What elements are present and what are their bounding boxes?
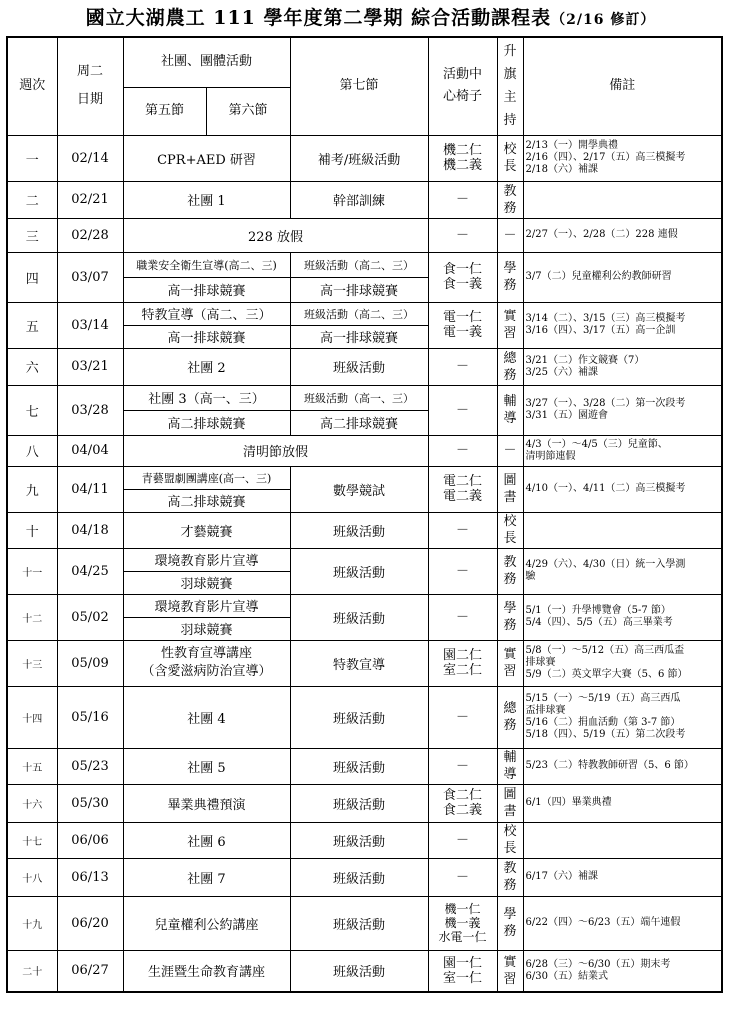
host-cell: 學 務 bbox=[497, 252, 523, 302]
chair-cell: 電二仁 電二義 bbox=[428, 466, 497, 512]
notes-cell bbox=[523, 135, 722, 181]
notes-cell bbox=[523, 784, 722, 822]
note-line: 驗 bbox=[525, 571, 536, 582]
week-cell: 十一 bbox=[7, 548, 57, 594]
week-cell: 七 bbox=[7, 385, 57, 435]
notes-cell bbox=[523, 466, 722, 512]
note-line: 6/17（六）補課 bbox=[525, 871, 598, 882]
note-line: 3/14（二）、3/15（三）高三模擬考 bbox=[525, 313, 686, 324]
note-line: 4/3（一）～4/5（三）兒童節、 bbox=[525, 438, 668, 450]
note-line: 5/4（四）、5/5（五）高三畢業考 bbox=[525, 617, 673, 628]
host-cell: 校 長 bbox=[497, 822, 523, 858]
chair-cell: － bbox=[428, 748, 497, 784]
header-p5: 第五節 bbox=[123, 87, 206, 135]
p56-cell: 社團 7 bbox=[123, 858, 290, 896]
chair-cell: － bbox=[428, 385, 497, 435]
host-cell: 教 務 bbox=[497, 181, 523, 218]
week-cell: 八 bbox=[7, 435, 57, 466]
p56-cell: 環境教育影片宣導 bbox=[123, 594, 290, 617]
date-cell: 02/28 bbox=[57, 218, 123, 252]
note-line: 6/28（三）～6/30（五）期末考 bbox=[525, 958, 671, 970]
p7-cell: 班級活動 bbox=[290, 748, 428, 784]
p7-cell: 班級活動 bbox=[290, 858, 428, 896]
table-row bbox=[7, 348, 722, 385]
chair-cell: 園一仁 室一仁 bbox=[428, 950, 497, 992]
date-cell: 04/11 bbox=[57, 466, 123, 512]
p7-cell: 高一排球競賽 bbox=[290, 277, 428, 302]
note-line: 3/16（四）、3/17（五）高一企訓 bbox=[525, 325, 676, 336]
week-cell: 二 bbox=[7, 181, 57, 218]
chair-cell: － bbox=[428, 548, 497, 594]
host-cell: 校 長 bbox=[497, 512, 523, 548]
date-cell: 05/23 bbox=[57, 748, 123, 784]
header-flag: 升 旗 主 持 bbox=[497, 37, 523, 135]
notes-cell bbox=[523, 181, 722, 218]
date-cell: 03/07 bbox=[57, 252, 123, 302]
host-cell: 輔 導 bbox=[497, 748, 523, 784]
notes-cell bbox=[523, 950, 722, 992]
date-cell: 05/16 bbox=[57, 686, 123, 748]
chair-cell: － bbox=[428, 435, 497, 466]
note-line: 4/10（一）、4/11（二）高三模擬考 bbox=[525, 483, 686, 494]
p56-cell: 才藝競賽 bbox=[123, 512, 290, 548]
p56-cell: 特教宣導（高二、三） bbox=[123, 302, 290, 325]
note-line: 盃排球賽 bbox=[525, 705, 566, 716]
notes-cell bbox=[523, 512, 722, 548]
week-cell: 三 bbox=[7, 218, 57, 252]
chair-cell: － bbox=[428, 218, 497, 252]
p56-cell: 高二排球競賽 bbox=[123, 410, 290, 435]
date-cell: 03/28 bbox=[57, 385, 123, 435]
p56-cell: 社團 2 bbox=[123, 348, 290, 385]
p56-cell: 高一排球競賽 bbox=[123, 325, 290, 348]
date-cell: 05/30 bbox=[57, 784, 123, 822]
schedule-body bbox=[7, 135, 722, 992]
table-row bbox=[7, 548, 722, 571]
week-cell: 五 bbox=[7, 302, 57, 348]
week-cell: 十三 bbox=[7, 640, 57, 686]
note-line: 3/21（二）作文競賽（7） bbox=[525, 354, 645, 366]
note-line: 2/16（四）、2/17（五）高三模擬考 bbox=[525, 152, 686, 163]
note-line: 6/30（五）結業式 bbox=[525, 970, 608, 982]
p56-cell: 社團 1 bbox=[123, 181, 290, 218]
p7-cell: 班級活動 bbox=[290, 594, 428, 640]
p7-cell: 班級活動（高一、三） bbox=[290, 385, 428, 410]
header-week: 週次 bbox=[7, 37, 57, 135]
p56-cell: 環境教育影片宣導 bbox=[123, 548, 290, 571]
p7-cell: 班級活動 bbox=[290, 950, 428, 992]
notes-cell bbox=[523, 858, 722, 896]
week-cell: 十八 bbox=[7, 858, 57, 896]
p56-cell: 羽球競賽 bbox=[123, 571, 290, 594]
table-row bbox=[7, 950, 722, 992]
chair-cell: 園二仁 室二仁 bbox=[428, 640, 497, 686]
date-cell: 03/14 bbox=[57, 302, 123, 348]
table-row bbox=[7, 640, 722, 686]
p7-cell: 班級活動 bbox=[290, 784, 428, 822]
table-row bbox=[7, 512, 722, 548]
date-cell: 06/06 bbox=[57, 822, 123, 858]
date-cell: 06/27 bbox=[57, 950, 123, 992]
host-cell: 圖 書 bbox=[497, 466, 523, 512]
host-cell: 學 務 bbox=[497, 896, 523, 950]
notes-cell bbox=[523, 748, 722, 784]
date-cell: 06/13 bbox=[57, 858, 123, 896]
header-chair: 活動中 心椅子 bbox=[428, 37, 497, 135]
header-p7: 第七節 bbox=[290, 37, 428, 135]
p56-cell: 社團 3（高一、三） bbox=[123, 385, 290, 410]
p56-cell: 青藝盟劇團講座(高一、三) bbox=[123, 466, 290, 489]
notes-cell bbox=[523, 594, 722, 640]
host-cell: 實 習 bbox=[497, 950, 523, 992]
title-text: 國立大湖農工 111 學年度第二學期 綜合活動課程表 bbox=[85, 7, 552, 29]
note-line: 2/27（一）、2/28（二）228 連假 bbox=[525, 229, 678, 240]
table-row bbox=[7, 385, 722, 410]
notes-cell bbox=[523, 302, 722, 348]
p7-cell: 班級活動 bbox=[290, 896, 428, 950]
table-row bbox=[7, 686, 722, 748]
p7-cell: 補考/班級活動 bbox=[290, 135, 428, 181]
p7-cell: 班級活動 bbox=[290, 686, 428, 748]
host-cell: 教 務 bbox=[497, 548, 523, 594]
week-cell: 二十 bbox=[7, 950, 57, 992]
note-line: 3/27（一）、3/28（二）第一次段考 bbox=[525, 398, 686, 409]
chair-cell: 機一仁 機一義 水電一仁 bbox=[428, 896, 497, 950]
table-row bbox=[7, 302, 722, 325]
date-cell: 04/04 bbox=[57, 435, 123, 466]
host-cell: 實 習 bbox=[497, 302, 523, 348]
host-cell: 教 務 bbox=[497, 858, 523, 896]
week-cell: 四 bbox=[7, 252, 57, 302]
p7-cell: 高一排球競賽 bbox=[290, 325, 428, 348]
chair-cell: － bbox=[428, 594, 497, 640]
p7-cell: 班級活動 bbox=[290, 548, 428, 594]
notes-cell bbox=[523, 348, 722, 385]
date-cell: 05/02 bbox=[57, 594, 123, 640]
week-cell: 十 bbox=[7, 512, 57, 548]
chair-cell: 食二仁 食二義 bbox=[428, 784, 497, 822]
note-line: 3/25（六）補課 bbox=[525, 366, 598, 378]
notes-cell bbox=[523, 252, 722, 302]
week-cell: 十五 bbox=[7, 748, 57, 784]
week-cell: 十七 bbox=[7, 822, 57, 858]
host-cell: 實 習 bbox=[497, 640, 523, 686]
table-row bbox=[7, 466, 722, 489]
notes-cell bbox=[523, 218, 722, 252]
week-cell: 六 bbox=[7, 348, 57, 385]
chair-cell: － bbox=[428, 512, 497, 548]
notes-cell bbox=[523, 548, 722, 594]
table-row bbox=[7, 435, 722, 466]
revision-note: （2/16 修訂） bbox=[551, 12, 656, 28]
p56-cell: 高一排球競賽 bbox=[123, 277, 290, 302]
note-line: 5/8（一）～5/12（五）高三西瓜盃 bbox=[525, 645, 685, 656]
p56-cell: 性教育宣導講座 （含愛滋病防治宣導） bbox=[123, 640, 290, 686]
table-row bbox=[7, 748, 722, 784]
header-date: 周二 日期 bbox=[57, 37, 123, 135]
p56-cell: 生涯暨生命教育講座 bbox=[123, 950, 290, 992]
p7-cell: 班級活動（高二、三） bbox=[290, 302, 428, 325]
date-cell: 02/14 bbox=[57, 135, 123, 181]
p56-cell: 社團 6 bbox=[123, 822, 290, 858]
chair-cell: － bbox=[428, 181, 497, 218]
chair-cell: 電一仁 電一義 bbox=[428, 302, 497, 348]
host-cell: 總 務 bbox=[497, 348, 523, 385]
p56-cell: 職業安全衛生宣導(高二、三) bbox=[123, 252, 290, 277]
week-cell: 九 bbox=[7, 466, 57, 512]
p7-cell: 班級活動 bbox=[290, 348, 428, 385]
header-club: 社團、團體活動 bbox=[123, 37, 290, 87]
holiday-cell: 228 放假 bbox=[123, 218, 428, 252]
page-title bbox=[0, 4, 741, 32]
p7-cell: 高二排球競賽 bbox=[290, 410, 428, 435]
note-line: 排球賽 bbox=[525, 657, 556, 668]
note-line: 6/1（四）畢業典禮 bbox=[525, 797, 612, 808]
notes-cell bbox=[523, 385, 722, 435]
week-cell: 十六 bbox=[7, 784, 57, 822]
week-cell: 十九 bbox=[7, 896, 57, 950]
notes-cell bbox=[523, 686, 722, 748]
p56-cell: 羽球競賽 bbox=[123, 617, 290, 640]
week-cell: 一 bbox=[7, 135, 57, 181]
note-line: 5/15（一）～5/19（五）高三西瓜 bbox=[525, 693, 681, 704]
date-cell: 04/25 bbox=[57, 548, 123, 594]
note-line: 3/7（二）兒童權利公約教師研習 bbox=[525, 271, 672, 282]
notes-cell bbox=[523, 896, 722, 950]
p56-cell: 社團 4 bbox=[123, 686, 290, 748]
host-cell: 圖 書 bbox=[497, 784, 523, 822]
host-cell: 總 務 bbox=[497, 686, 523, 748]
table-row bbox=[7, 135, 722, 181]
notes-cell bbox=[523, 435, 722, 466]
header-notes: 備註 bbox=[523, 37, 722, 135]
table-row bbox=[7, 594, 722, 617]
note-line: 2/13（一）開學典禮 bbox=[525, 140, 618, 151]
note-line: 3/31（五）園遊會 bbox=[525, 410, 608, 421]
notes-cell bbox=[523, 640, 722, 686]
week-cell: 十二 bbox=[7, 594, 57, 640]
notes-cell bbox=[523, 822, 722, 858]
chair-cell: 食一仁 食一義 bbox=[428, 252, 497, 302]
p7-cell: 幹部訓練 bbox=[290, 181, 428, 218]
date-cell: 03/21 bbox=[57, 348, 123, 385]
header-row-top bbox=[7, 37, 722, 87]
note-line: 5/16（二）捐血活動（第 3-7 節） bbox=[525, 717, 681, 728]
p7-cell: 班級活動（高二、三） bbox=[290, 252, 428, 277]
p56-cell: 兒童權利公約講座 bbox=[123, 896, 290, 950]
p56-cell: CPR+AED 研習 bbox=[123, 135, 290, 181]
note-line: 5/9（二）英文單字大賽（5、6 節） bbox=[525, 669, 688, 680]
note-line: 4/29（六）、4/30（日）統一入學測 bbox=[525, 559, 686, 570]
p56-cell: 畢業典禮預演 bbox=[123, 784, 290, 822]
host-cell: － bbox=[497, 435, 523, 466]
p56-cell: 社團 5 bbox=[123, 748, 290, 784]
note-line: 5/1（一）升學博覽會（5-7 節） bbox=[525, 605, 671, 616]
p7-cell: 數學競試 bbox=[290, 466, 428, 512]
host-cell: 學 務 bbox=[497, 594, 523, 640]
table-row bbox=[7, 858, 722, 896]
header-p6: 第六節 bbox=[206, 87, 290, 135]
table-row bbox=[7, 218, 722, 252]
chair-cell: － bbox=[428, 686, 497, 748]
schedule-table bbox=[6, 36, 723, 993]
table-row bbox=[7, 252, 722, 277]
date-cell: 06/20 bbox=[57, 896, 123, 950]
p7-cell: 班級活動 bbox=[290, 512, 428, 548]
week-cell: 十四 bbox=[7, 686, 57, 748]
date-cell: 05/09 bbox=[57, 640, 123, 686]
p7-cell: 特教宣導 bbox=[290, 640, 428, 686]
note-line: 清明節連假 bbox=[525, 450, 576, 462]
p7-cell: 班級活動 bbox=[290, 822, 428, 858]
note-line: 5/18（四）、5/19（五）第二次段考 bbox=[525, 729, 686, 740]
table-row bbox=[7, 896, 722, 950]
table-row bbox=[7, 784, 722, 822]
note-line: 6/22（四）～6/23（五）端午連假 bbox=[525, 917, 681, 928]
chair-cell: － bbox=[428, 348, 497, 385]
chair-cell: － bbox=[428, 822, 497, 858]
note-line: 5/23（二）特教教師研習（5、6 節） bbox=[525, 760, 694, 771]
chair-cell: 機二仁 機二義 bbox=[428, 135, 497, 181]
p56-cell: 高二排球競賽 bbox=[123, 489, 290, 512]
date-cell: 02/21 bbox=[57, 181, 123, 218]
host-cell: 校 長 bbox=[497, 135, 523, 181]
date-cell: 04/18 bbox=[57, 512, 123, 548]
holiday-cell: 清明節放假 bbox=[123, 435, 428, 466]
table-row bbox=[7, 181, 722, 218]
chair-cell: － bbox=[428, 858, 497, 896]
host-cell: 輔 導 bbox=[497, 385, 523, 435]
note-line: 2/18（六）補課 bbox=[525, 164, 598, 175]
host-cell: － bbox=[497, 218, 523, 252]
table-row bbox=[7, 822, 722, 858]
